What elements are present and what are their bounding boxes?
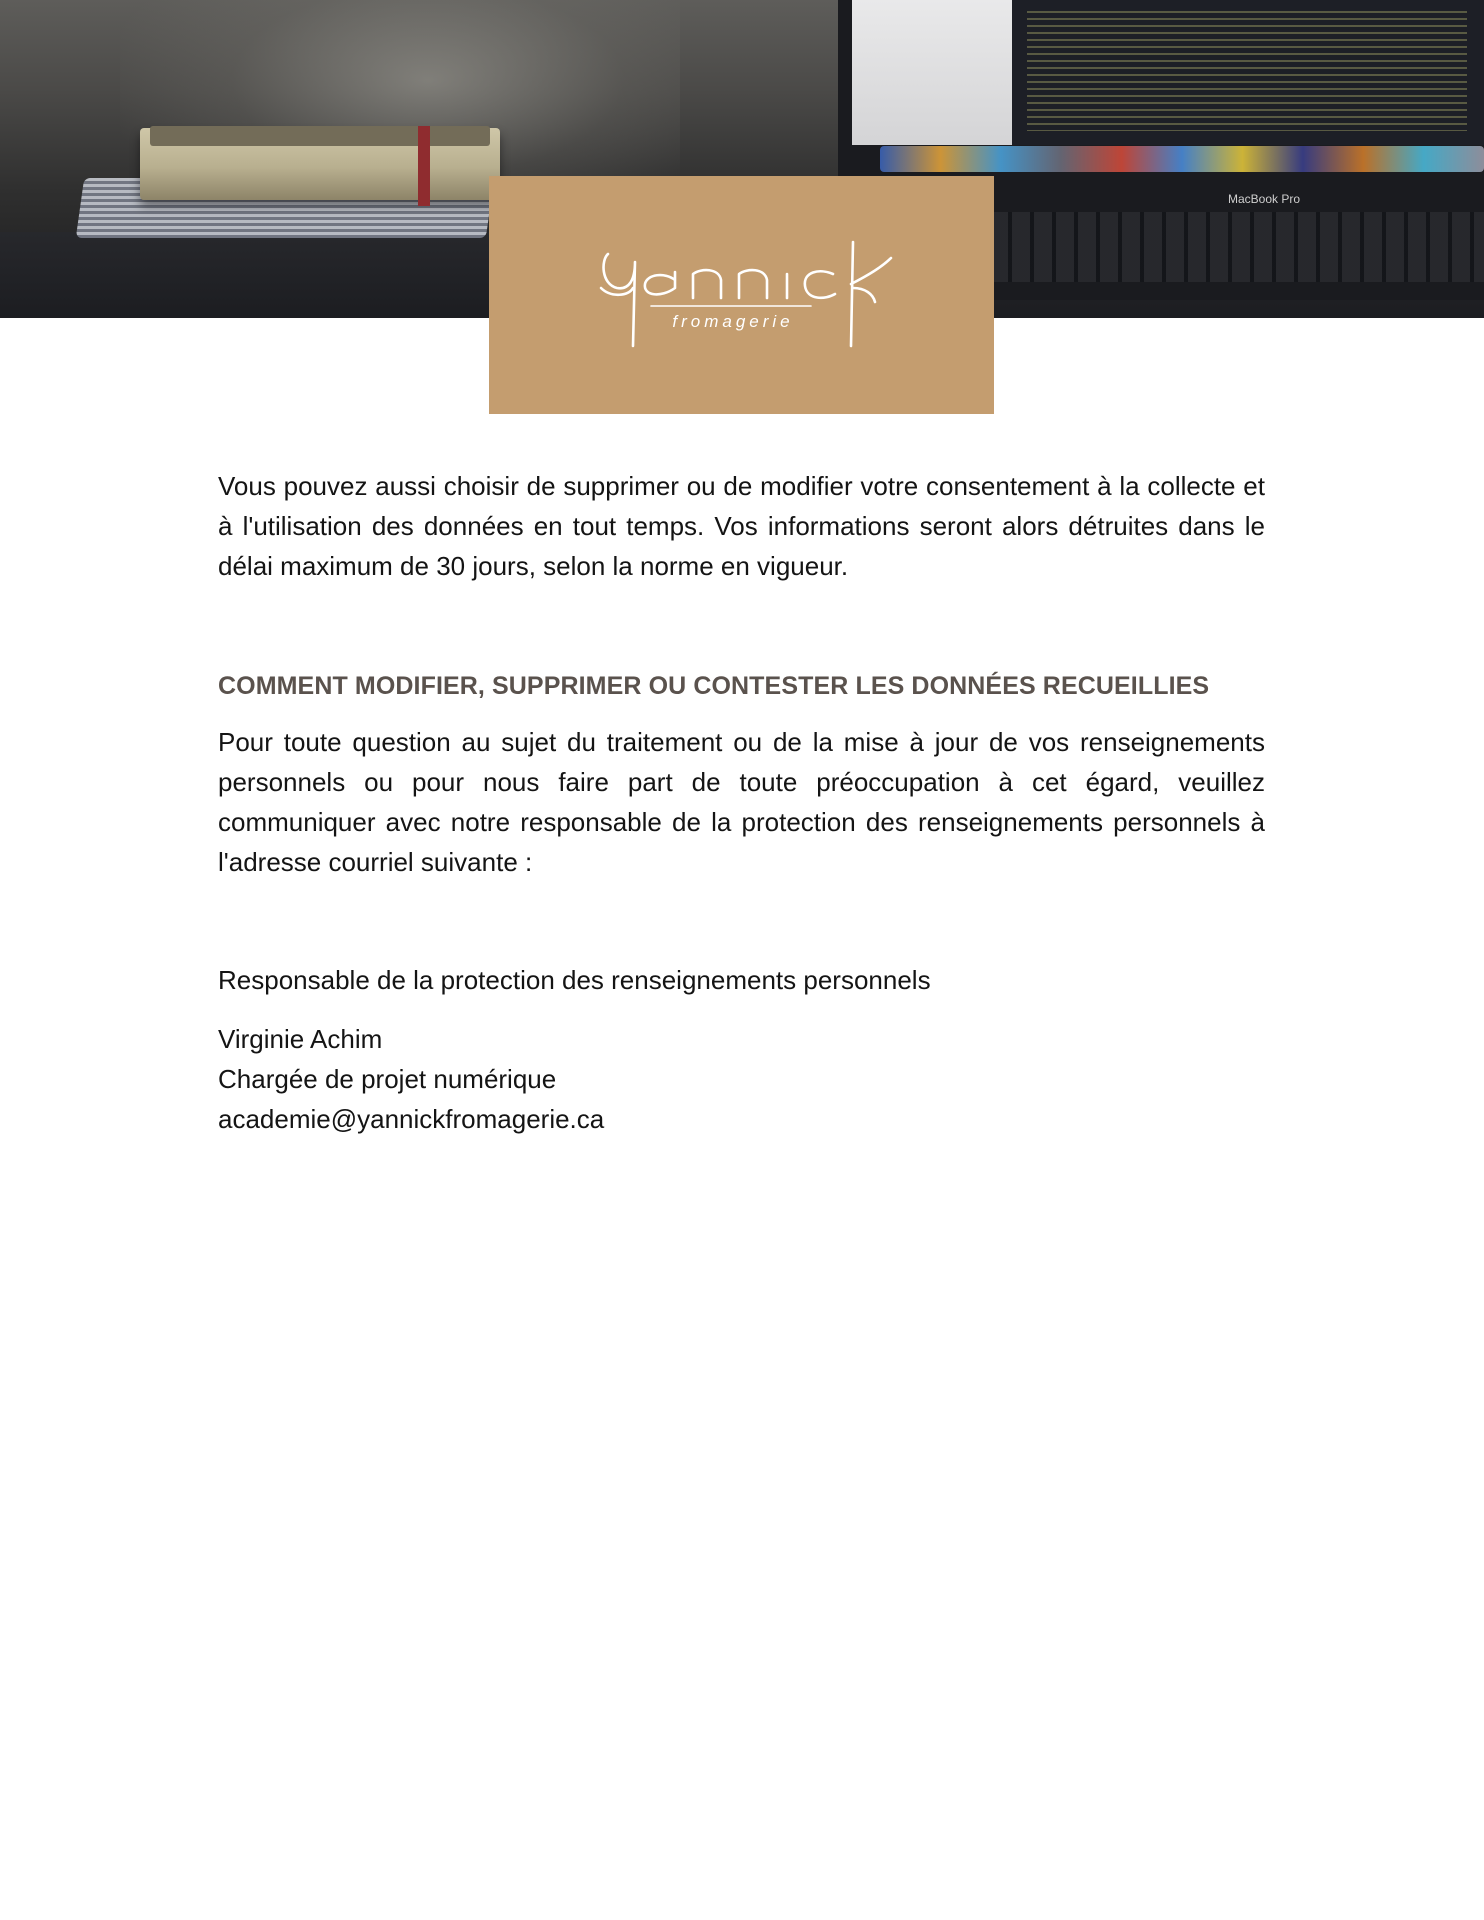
contact-role-title: Responsable de la protection des renseignements personnels xyxy=(218,965,931,995)
contact-position: Chargée de projet numérique xyxy=(218,1064,557,1094)
brand-logo xyxy=(489,176,994,414)
consent-paragraph: Vous pouvez aussi choisir de supprimer ou de modifier votre consentement à la collecte et à l'utilisation des données en tout temps. Vos informations seront alors détruites dans le délai maximum de 30 jours, selon la norme en vigueur. xyxy=(218,471,1265,581)
yannick-logo-icon xyxy=(489,176,994,414)
laptop-keyboard xyxy=(990,212,1484,282)
app-dock xyxy=(880,146,1484,172)
contact-email: academie@yannickfromagerie.ca xyxy=(218,1104,605,1134)
document-body xyxy=(218,466,1265,1139)
contact-paragraph: Pour toute question au sujet du traitement ou de la mise à jour de vos renseignements personnels ou pour nous faire part de toute préoccupation à cet égard, veuillez communiquer avec notre responsable de la protection des renseignements personnels à l'adresse courriel suivante : xyxy=(218,727,1265,877)
contact-name: Virginie Achim xyxy=(218,1024,383,1054)
bookmark-ribbon xyxy=(418,126,430,206)
logo-subtitle: fromagerie xyxy=(672,312,794,331)
code-editor xyxy=(1027,6,1467,131)
section-heading: COMMENT MODIFIER, SUPPRIMER OU CONTESTER LES DONNÉES RECUEILLIES xyxy=(218,672,1210,700)
laptop-model-label: MacBook Pro xyxy=(1228,192,1301,206)
book-cover xyxy=(150,126,490,146)
finder-window xyxy=(852,0,1012,145)
laptop-screen xyxy=(852,0,1484,145)
